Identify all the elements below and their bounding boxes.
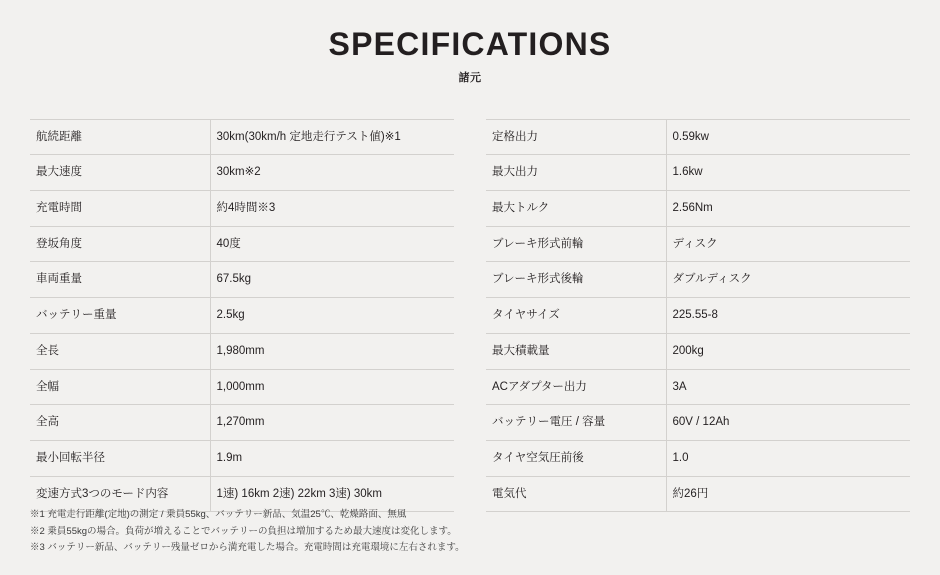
spec-label: 車両重量 xyxy=(36,273,82,286)
spec-label: バッテリー電圧 / 容量 xyxy=(492,416,606,429)
spec-value: 30km※2 xyxy=(210,155,454,191)
spec-label: 充電時間 xyxy=(36,202,82,215)
spec-label: タイヤサイズ xyxy=(492,309,560,322)
left-spec-table xyxy=(30,119,454,512)
table-row xyxy=(486,191,910,227)
spec-value: 1,980mm xyxy=(210,333,454,369)
spec-value: 1,270mm xyxy=(210,405,454,441)
spec-value: 60V / 12Ah xyxy=(666,405,910,441)
spec-label: 全高 xyxy=(36,416,59,429)
spec-label: 最大トルク xyxy=(492,202,550,215)
table-row xyxy=(486,226,910,262)
spec-label: 最大速度 xyxy=(36,166,82,179)
spec-value: 67.5kg xyxy=(210,262,454,298)
spec-value: 2.5kg xyxy=(210,298,454,334)
spec-value: 1.9m xyxy=(210,440,454,476)
page-subtitle: 諸元 xyxy=(458,71,482,84)
table-row xyxy=(486,369,910,405)
spec-label: 最大積載量 xyxy=(492,344,550,357)
page-title: SPECIFICATIONS xyxy=(328,26,612,62)
table-row xyxy=(486,333,910,369)
spec-label: 最小回転半径 xyxy=(36,451,105,464)
spec-label: 定格出力 xyxy=(492,130,538,143)
spec-value: 1.6kw xyxy=(666,155,910,191)
spec-label: 変速方式3つのモード内容 xyxy=(36,487,169,500)
right-spec-table xyxy=(486,119,910,512)
table-row xyxy=(486,298,910,334)
spec-label: バッテリー重量 xyxy=(36,309,117,322)
left-spec-column xyxy=(30,119,454,512)
table-row xyxy=(30,369,454,405)
table-row xyxy=(30,191,454,227)
table-row xyxy=(30,333,454,369)
spec-label: 電気代 xyxy=(492,487,527,500)
table-row xyxy=(30,440,454,476)
spec-value: ディスク xyxy=(666,226,910,262)
table-row xyxy=(486,405,910,441)
spec-value: 30km(30km/h 定地走行テスト値)※1 xyxy=(210,119,454,155)
table-row xyxy=(30,226,454,262)
spec-label: タイヤ空気圧前後 xyxy=(492,451,584,464)
spec-value: 約4時間※3 xyxy=(210,191,454,227)
spec-value: 225.55-8 xyxy=(666,298,910,334)
table-row xyxy=(30,155,454,191)
table-row xyxy=(30,405,454,441)
spec-label: ACアダプター出力 xyxy=(492,380,587,393)
spec-value: 0.59kw xyxy=(666,119,910,155)
spec-value: ダブルディスク xyxy=(666,262,910,298)
footnote-1: ※1 充電走行距離(定地)の測定 / 乗員55kg、バッテリー新品、気温25℃、乾燥路面、無風 xyxy=(30,509,407,521)
footnote-3: ※3 バッテリー新品、バッテリー残量ゼロから満充電した場合。充電時間は充電環境に左右されます。 xyxy=(30,542,465,554)
spec-label: 登坂角度 xyxy=(36,237,82,250)
page-header xyxy=(0,0,940,85)
right-spec-column xyxy=(486,119,910,512)
footnote-2: ※2 乗員55kgの場合。負荷が増えることでバッテリーの負担は増加するため最大速度は変化します。 xyxy=(30,525,457,537)
spec-label: ブレーキ形式前輪 xyxy=(492,237,584,250)
spec-value: 3A xyxy=(666,369,910,405)
footnotes xyxy=(30,507,465,557)
table-row xyxy=(486,262,910,298)
spec-label: 全幅 xyxy=(36,380,59,393)
spec-value: 1,000mm xyxy=(210,369,454,405)
spec-label: 航続距離 xyxy=(36,130,82,143)
table-row xyxy=(30,262,454,298)
spec-value: 1速) 16km 2速) 22km 3速) 30km xyxy=(210,476,454,512)
spec-value: 約26円 xyxy=(666,476,910,512)
table-row xyxy=(486,155,910,191)
spec-value: 1.0 xyxy=(666,440,910,476)
spec-label: 最大出力 xyxy=(492,166,538,179)
table-row xyxy=(486,440,910,476)
table-row xyxy=(30,119,454,155)
table-row xyxy=(486,119,910,155)
table-row xyxy=(486,476,910,512)
spec-tables-container xyxy=(0,85,940,512)
spec-value: 2.56Nm xyxy=(666,191,910,227)
spec-value: 40度 xyxy=(210,226,454,262)
spec-label: ブレーキ形式後輪 xyxy=(492,273,584,286)
spec-label: 全長 xyxy=(36,344,59,357)
table-row xyxy=(30,298,454,334)
spec-value: 200kg xyxy=(666,333,910,369)
